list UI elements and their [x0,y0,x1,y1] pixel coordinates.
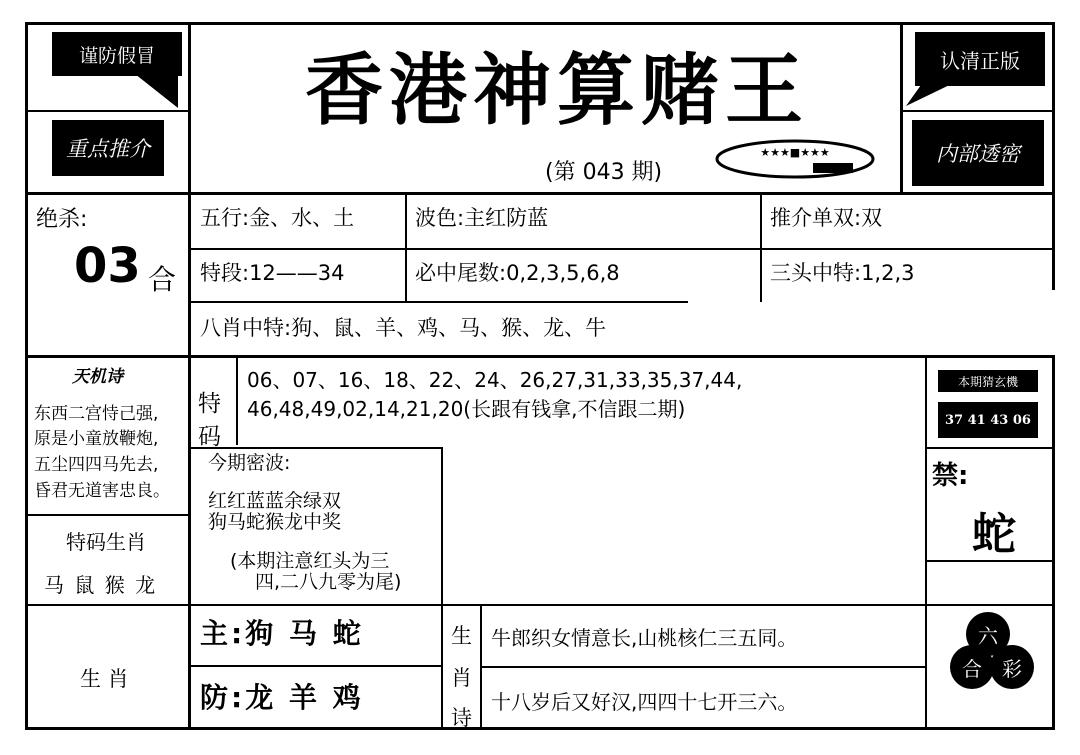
grid-left-col [188,192,191,357]
grid-row-a [188,248,1055,250]
tema-numbers-line2: 46,48,49,02,14,21,20(长跟有钱拿,不信跟二期) [247,397,686,421]
jue-sha-label: 绝杀: [36,207,88,232]
page-title: 香港神算赌王 [305,46,810,136]
poem-line-1: 牛郎织女情意长,山桃核仁三五同。 [491,626,798,650]
header-right-divider [900,22,903,192]
mibo-line-2: 狗马蛇猴龙中奖 [208,511,342,533]
header-left-mid [25,110,190,112]
bottom-mid-row [190,665,442,667]
jue-sha-value: 03 [74,238,141,294]
right-panel-col [925,355,927,605]
shengxiao-zhu: 主:狗 马 蛇 [200,617,364,650]
shengxiao-fang: 防:龙 羊 鸡 [200,681,364,714]
right-panel-row1 [925,447,1055,449]
grid-mid-col2 [760,192,762,302]
tianji-line-1: 东西二宫恃己强, [34,404,159,424]
badge-inside-secret: 内部透密 [912,120,1044,186]
logo-circle-2: 合 [950,645,994,689]
jue-sha-suffix: 合 [148,263,177,296]
mibo-line-1: 红红蓝蓝余绿双 [208,490,342,512]
svg-text:★★★■★★★: ★★★■★★★ [760,146,830,159]
frame-bottom [25,727,1055,730]
mid-left-col [188,355,191,730]
poem-line-2: 十八岁后又好汉,四四十七开三六。 [491,690,798,714]
frame-right-lower [1052,355,1055,730]
seal-stamp [713,136,878,182]
mibo-box-right [441,447,443,605]
tianji-title: 天机诗 [72,367,123,387]
poem-label-1: 生 [451,624,472,648]
poem-label-2: 肖 [451,666,472,690]
jin-label: 禁: [932,461,969,491]
poem-label-3: 诗 [451,706,472,730]
poem-label-col-left [441,604,443,728]
mibo-title: 今期密波: [208,452,291,474]
header-bottom [25,192,1055,195]
logo-circle-1: 六 [966,612,1010,656]
tema-shengxiao-values: 马 鼠 猴 龙 [44,573,158,597]
badge-authentic: 认清正版 [915,32,1045,86]
tema-shengxiao-title: 特码生肖 [66,530,146,554]
xuanji-label: 本期猜玄機 [938,370,1038,392]
badge-pointer-right [906,78,966,118]
tema-numbers-line1: 06、07、16、18、22、24、26,27,31,33,35,37,44, [247,368,743,392]
frame-left [25,22,28,730]
issue-number: (第 043 期) [545,160,663,185]
grid-row-c [25,355,1055,358]
tema-label-1: 特 [198,391,221,417]
badge-anti-fake-text: 谨防假冒 [78,44,155,67]
tema-label-2: 码 [198,424,221,450]
mid-bottom [25,604,1055,606]
mibo-note-2: 四,二八九零为尾) [255,571,402,593]
weishu: 必中尾数:0,2,3,5,6,8 [415,261,620,285]
mibo-note-1: (本期注意红头为三 [230,550,390,572]
badge-key-recommend: 重点推介 [52,120,164,176]
tianji-line-2: 原是小童放鞭炮, [34,429,159,449]
jin-value: 蛇 [972,509,1016,560]
logo-circle-3: 彩 [990,645,1034,689]
shengxiao-label: 生 肖 [80,667,129,691]
bose: 波色:主红防蓝 [415,206,549,230]
tianji-line-4: 昏君无道害忠良。 [34,481,170,501]
danshuang: 推介单双:双 [770,206,883,230]
poem-right-col [925,604,927,728]
tianji-line-3: 五尘四四马先去, [34,455,159,475]
left-panel-row [25,514,190,516]
wuxing: 五行:金、水、土 [200,206,355,230]
santou: 三头中特:1,2,3 [770,261,915,285]
grid-mid-col1 [405,192,407,302]
xuanji-numbers: 37 41 43 06 [938,402,1038,438]
grid-row-b [188,301,688,303]
badge-pointer-left [130,70,190,110]
baxiao: 八肖中特:狗、鼠、羊、鸡、马、猴、龙、牛 [200,316,607,340]
tema-label-divider [236,357,238,445]
teduan: 特段:12——34 [200,261,345,285]
poem-row-divider [482,666,925,668]
